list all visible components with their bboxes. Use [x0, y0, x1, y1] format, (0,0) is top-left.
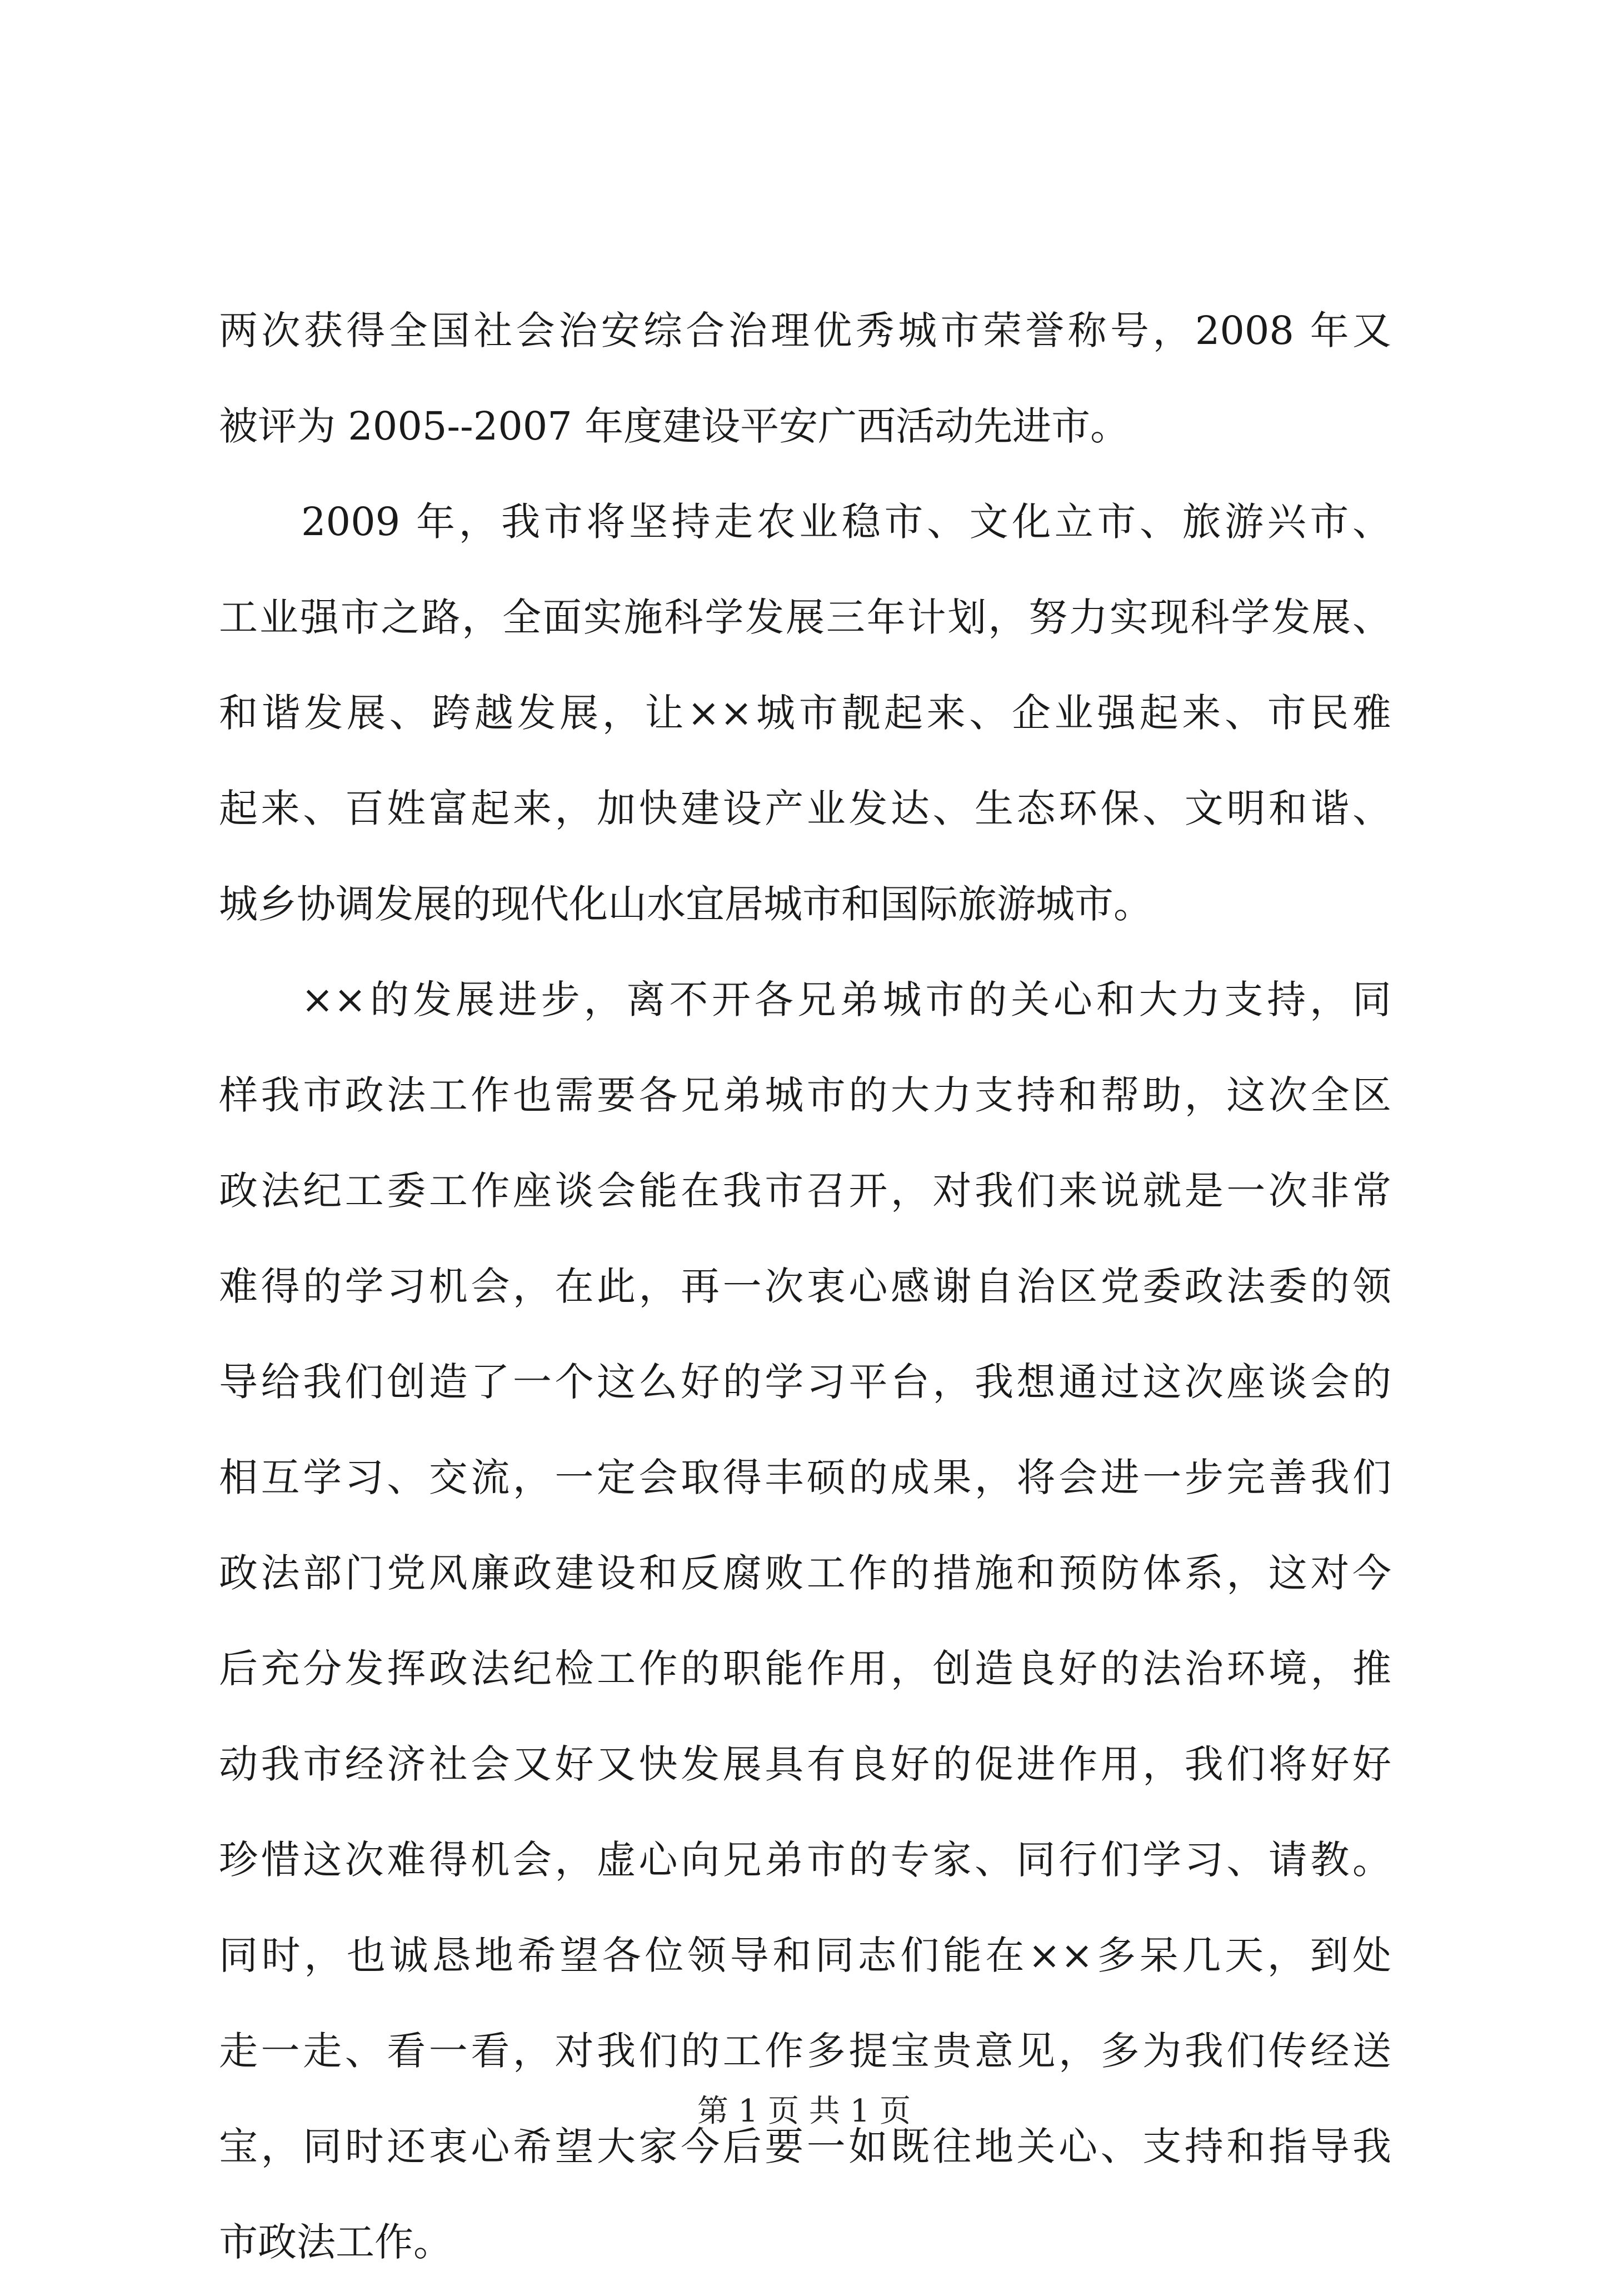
text-line: 两次获得全国社会治安综合治理优秀城市荣誉称号，2008 年又 — [219, 308, 1391, 353]
text-line: 政法纪工委工作座谈会能在我市召开，对我们来说就是一次非常 — [219, 1168, 1391, 1214]
text-line: 后充分发挥政法纪检工作的职能作用，创造良好的法治环境，推 — [219, 1646, 1391, 1691]
text-line: 被评为 2005--2007 年度建设平安广西活动先进市。 — [219, 403, 1130, 449]
paragraph-first-line: ××的发展进步，离不开各兄弟城市的关心和大力支持，同 — [301, 977, 1391, 1022]
text-line: 城乡协调发展的现代化山水宜居城市和国际旅游城市。 — [219, 881, 1152, 927]
text-line: 宝，同时还衷心希望大家今后要一如既往地关心、支持和指导我 — [219, 2124, 1391, 2169]
text-line: 动我市经济社会又好又快发展具有良好的促进作用，我们将好好 — [219, 1741, 1391, 1787]
text-line: 走一走、看一看，对我们的工作多提宝贵意见，多为我们传经送 — [219, 2028, 1391, 2074]
document-body — [219, 289, 1391, 2296]
text-line: 珍惜这次难得机会，虚心向兄弟市的专家、同行们学习、请教。 — [219, 1837, 1391, 1883]
text-line: 起来、百姓富起来，加快建设产业发达、生态环保、文明和谐、 — [219, 786, 1391, 831]
text-line: 和谐发展、跨越发展，让××城市靓起来、企业强起来、市民雅 — [219, 690, 1391, 736]
text-line: 同时，也诚恳地希望各位领导和同志们能在××多呆几天，到处 — [219, 1933, 1391, 1978]
text-line: 样我市政法工作也需要各兄弟城市的大力支持和帮助，这次全区 — [219, 1072, 1391, 1118]
text-line: 政法部门党风廉政建设和反腐败工作的措施和预防体系，这对今 — [219, 1550, 1391, 1596]
text-line: 导给我们创造了一个这么好的学习平台，我想通过这次座谈会的 — [219, 1359, 1391, 1405]
text-line: 难得的学习机会，在此，再一次衷心感谢自治区党委政法委的领 — [219, 1264, 1391, 1309]
paragraph-first-line: 2009 年，我市将坚持走农业稳市、文化立市、旅游兴市、 — [301, 499, 1391, 545]
page-number-footer: 第 1 页 共 1 页 — [697, 2093, 911, 2129]
text-line: 市政法工作。 — [219, 2219, 452, 2265]
text-line: 相互学习、交流，一定会取得丰硕的成果，将会进一步完善我们 — [219, 1455, 1391, 1500]
text-line: 工业强市之路，全面实施科学发展三年计划，努力实现科学发展、 — [219, 595, 1391, 640]
